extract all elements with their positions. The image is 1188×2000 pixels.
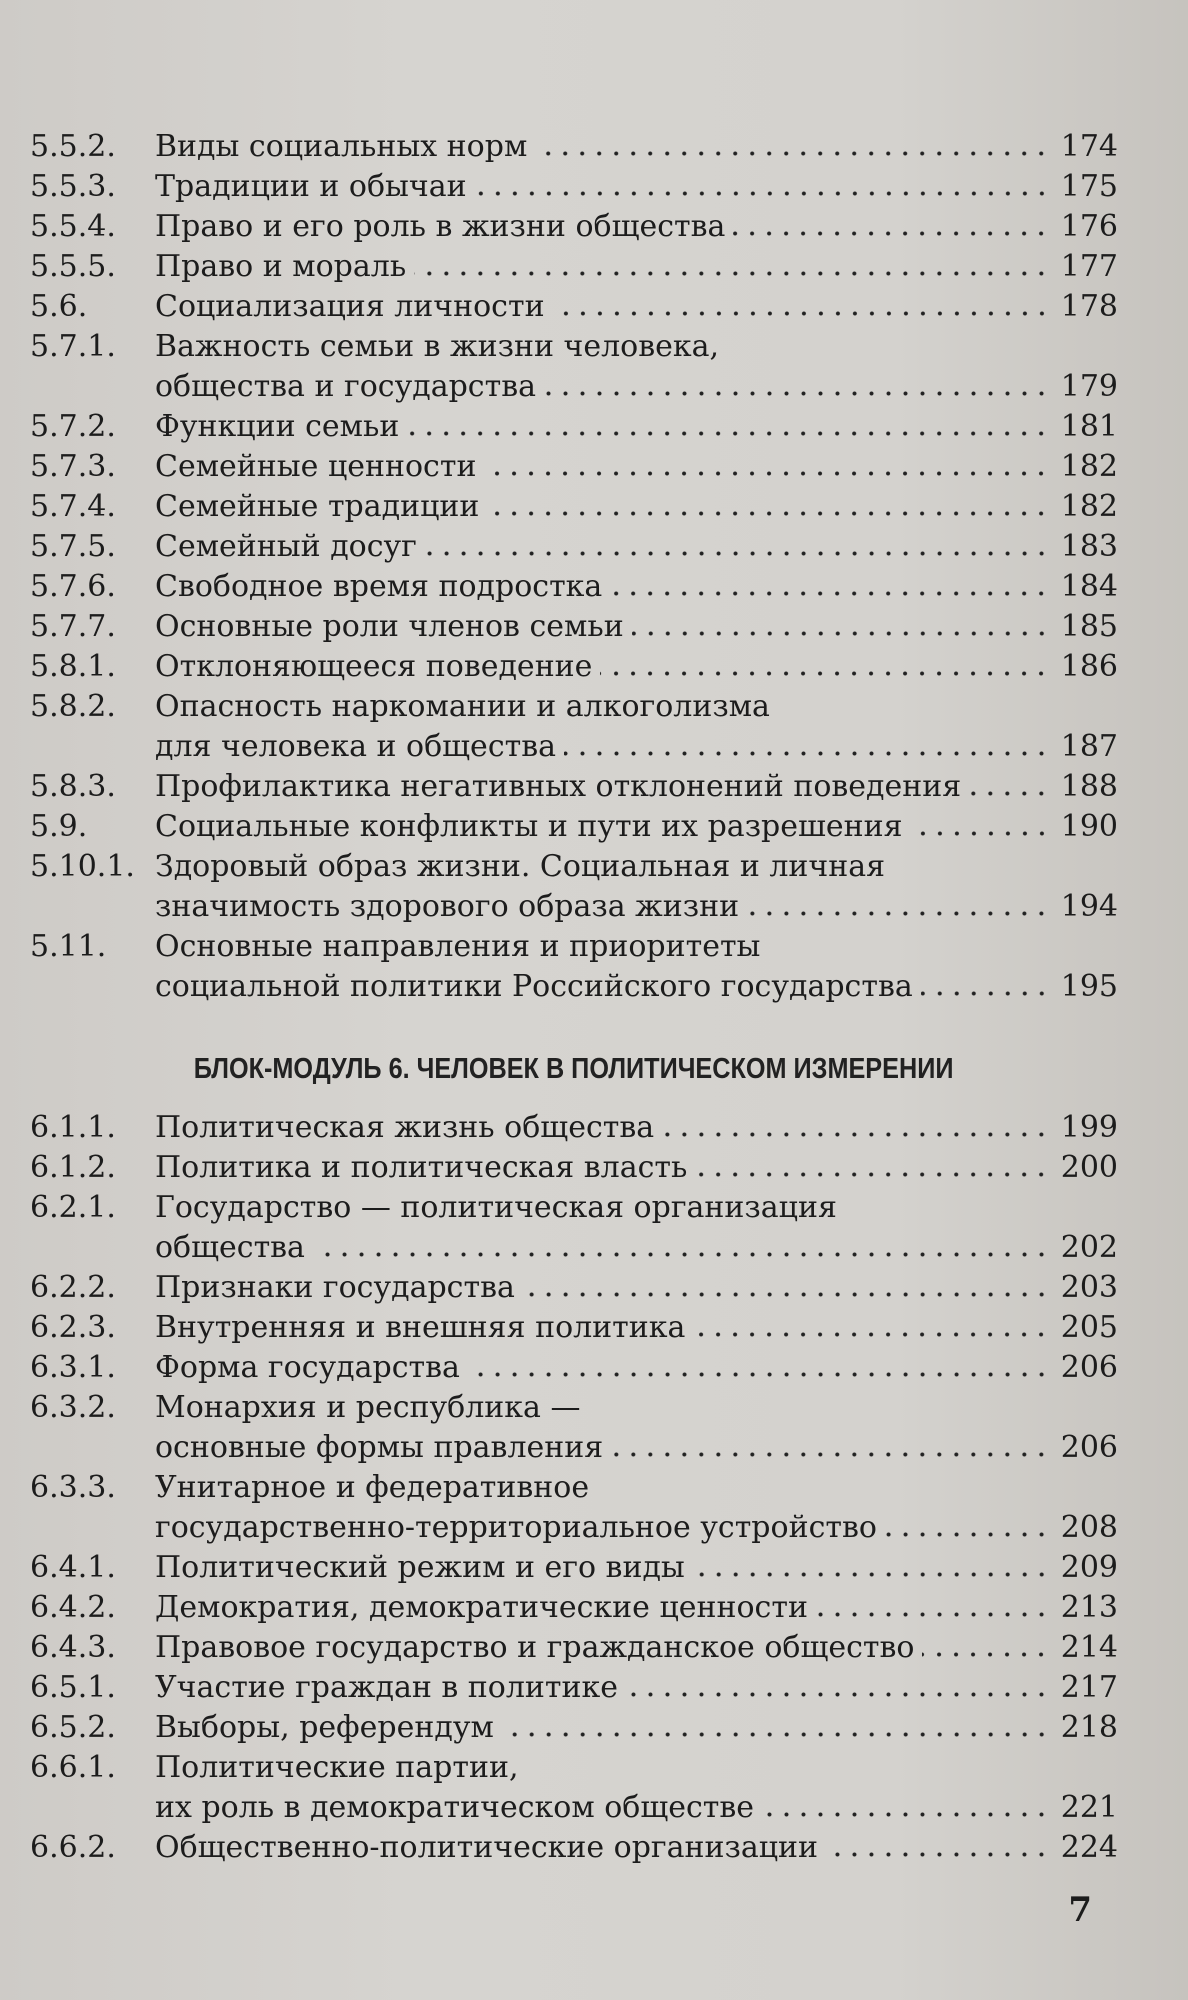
toc-entry xyxy=(30,1268,1118,1308)
entry-title: Важность семьи в жизни человека, xyxy=(155,329,720,364)
toc-entry xyxy=(30,1588,1118,1628)
entry-number: 6.2.3. xyxy=(30,1310,116,1345)
entry-page-number: 178 xyxy=(1060,289,1118,324)
entry-number: 5.5.3. xyxy=(30,169,116,204)
toc-line xyxy=(30,1308,1118,1348)
entry-title: Признаки государства xyxy=(155,1270,515,1305)
dot-leader xyxy=(468,1372,1050,1377)
block-heading xyxy=(30,1049,1118,1089)
toc-line xyxy=(30,1188,1118,1228)
toc-entry xyxy=(30,247,1118,287)
entry-title: общества и государства xyxy=(155,369,536,404)
toc-line xyxy=(30,607,1118,647)
entry-number: 6.4.2. xyxy=(30,1590,116,1625)
toc-line xyxy=(30,1228,1118,1268)
entry-title: социальной политики Российского государства xyxy=(155,969,913,1004)
dot-leader xyxy=(826,1852,1050,1857)
toc-line xyxy=(30,1148,1118,1188)
toc-line xyxy=(30,807,1118,847)
entry-number: 6.6.1. xyxy=(30,1750,116,1785)
entry-page-number: 202 xyxy=(1060,1230,1118,1265)
entry-title: Основные направления и приоритеты xyxy=(155,929,761,964)
toc-entry xyxy=(30,847,1118,927)
entry-number: 6.3.3. xyxy=(30,1470,116,1505)
entry-page-number: 188 xyxy=(1060,769,1118,804)
entry-page-number: 195 xyxy=(1060,969,1118,1004)
entry-page-number: 200 xyxy=(1060,1150,1118,1185)
entry-title: основные формы правления xyxy=(155,1430,604,1465)
toc-line xyxy=(30,447,1118,487)
toc-entry xyxy=(30,1388,1118,1468)
toc-entry xyxy=(30,1548,1118,1588)
entry-page-number: 175 xyxy=(1060,169,1118,204)
entry-title: Семейные ценности xyxy=(155,449,477,484)
toc-line xyxy=(30,527,1118,567)
toc-entry xyxy=(30,167,1118,207)
entry-page-number: 186 xyxy=(1060,649,1118,684)
toc-entry xyxy=(30,607,1118,647)
entry-number: 5.7.6. xyxy=(30,569,116,604)
toc-entry xyxy=(30,1148,1118,1188)
dot-leader xyxy=(921,991,1050,996)
toc-line xyxy=(30,1628,1118,1668)
entry-title: Правовое государство и гражданское общество xyxy=(155,1630,915,1665)
entry-number: 6.1.2. xyxy=(30,1150,116,1185)
entry-number: 5.8.3. xyxy=(30,769,116,804)
entry-page-number: 182 xyxy=(1060,489,1118,524)
toc-entry xyxy=(30,527,1118,567)
entry-number: 6.4.1. xyxy=(30,1550,116,1585)
dot-leader xyxy=(885,1532,1050,1537)
entry-page-number: 177 xyxy=(1060,249,1118,284)
entry-title: Право и его роль в жизни общества xyxy=(155,209,726,244)
entry-page-number: 190 xyxy=(1060,809,1118,844)
dot-leader xyxy=(922,1652,1050,1657)
entry-title: общества xyxy=(155,1230,305,1265)
toc-line xyxy=(30,647,1118,687)
entry-title: Унитарное и федеративное xyxy=(155,1470,590,1505)
entry-number: 5.8.1. xyxy=(30,649,116,684)
entry-number: 5.10.1. xyxy=(30,849,135,884)
dot-leader xyxy=(969,791,1050,796)
entry-title: Право и мораль xyxy=(155,249,407,284)
entry-page-number: 176 xyxy=(1060,209,1118,244)
entry-title: Участие граждан в политике xyxy=(155,1670,619,1705)
toc-entry xyxy=(30,647,1118,687)
dot-leader xyxy=(523,1292,1050,1297)
toc-entry xyxy=(30,1708,1118,1748)
toc-entry xyxy=(30,447,1118,487)
dot-leader xyxy=(693,1332,1050,1337)
toc-line xyxy=(30,1468,1118,1508)
entry-number: 5.7.2. xyxy=(30,409,116,444)
toc-entry xyxy=(30,327,1118,407)
dot-leader xyxy=(695,1172,1050,1177)
dot-leader xyxy=(733,231,1050,236)
dot-leader xyxy=(911,831,1050,836)
entry-title: Семейный досуг xyxy=(155,529,417,564)
entry-page-number: 217 xyxy=(1060,1670,1118,1705)
entry-number: 5.5.4. xyxy=(30,209,116,244)
entry-page-number: 214 xyxy=(1060,1630,1118,1665)
entry-page-number: 208 xyxy=(1060,1510,1118,1545)
entry-page-number: 187 xyxy=(1060,729,1118,764)
entry-page-number: 199 xyxy=(1060,1110,1118,1145)
entry-title: Внутренняя и внешняя политика xyxy=(155,1310,686,1345)
entry-number: 5.5.5. xyxy=(30,249,116,284)
toc-line xyxy=(30,687,1118,727)
entry-title: Монархия и республика — xyxy=(155,1390,581,1425)
entry-title: государственно-территориальное устройство xyxy=(155,1510,877,1545)
toc-section-block-5 xyxy=(30,127,1118,1007)
entry-page-number: 221 xyxy=(1060,1790,1118,1825)
dot-leader xyxy=(662,1132,1050,1137)
entry-page-number: 224 xyxy=(1060,1830,1118,1865)
toc-entry xyxy=(30,487,1118,527)
entry-title: Форма государства xyxy=(155,1350,460,1385)
toc-line xyxy=(30,407,1118,447)
entry-title: их роль в демократическом обществе xyxy=(155,1790,755,1825)
entry-number: 5.7.5. xyxy=(30,529,116,564)
toc-entry xyxy=(30,687,1118,767)
dot-leader xyxy=(475,191,1050,196)
entry-title: Свободное время подростка xyxy=(155,569,603,604)
entry-number: 6.3.2. xyxy=(30,1390,116,1425)
toc-entry xyxy=(30,127,1118,167)
toc-line xyxy=(30,1508,1118,1548)
toc-line xyxy=(30,847,1118,887)
entry-title: Общественно-политические организации xyxy=(155,1830,819,1865)
toc-line xyxy=(30,887,1118,927)
toc-entry xyxy=(30,1348,1118,1388)
toc-entry xyxy=(30,1468,1118,1548)
entry-page-number: 194 xyxy=(1060,889,1118,924)
toc-line xyxy=(30,367,1118,407)
dot-leader xyxy=(487,511,1050,516)
entry-number: 5.7.4. xyxy=(30,489,116,524)
toc-line xyxy=(30,1828,1118,1868)
toc-line xyxy=(30,327,1118,367)
toc-line xyxy=(30,1588,1118,1628)
toc-line xyxy=(30,1108,1118,1148)
dot-leader xyxy=(425,551,1050,556)
toc-line xyxy=(30,287,1118,327)
dot-leader xyxy=(564,751,1050,756)
dot-leader xyxy=(544,391,1050,396)
entry-page-number: 206 xyxy=(1060,1350,1118,1385)
entry-title: Государство — политическая организация xyxy=(155,1190,837,1225)
entry-page-number: 184 xyxy=(1060,569,1118,604)
entry-page-number: 185 xyxy=(1060,609,1118,644)
toc-entry xyxy=(30,1668,1118,1708)
entry-number: 6.2.1. xyxy=(30,1190,116,1225)
entry-title: Демократия, демократические ценности xyxy=(155,1590,808,1625)
entry-title: Опасность наркомании и алкоголизма xyxy=(155,689,770,724)
toc-entry xyxy=(30,767,1118,807)
entry-number: 5.9. xyxy=(30,809,88,844)
entry-title: Отклоняющееся поведение xyxy=(155,649,593,684)
entry-page-number: 203 xyxy=(1060,1270,1118,1305)
toc-entry xyxy=(30,927,1118,1007)
entry-title: Профилактика негативных отклонений поведения xyxy=(155,769,962,804)
entry-title: Здоровый образ жизни. Социальная и личная xyxy=(155,849,886,884)
toc-line xyxy=(30,127,1118,167)
entry-title: Выборы, референдум xyxy=(155,1710,494,1745)
entry-number: 5.11. xyxy=(30,929,107,964)
entry-page-number: 209 xyxy=(1060,1550,1118,1585)
entry-title: Политический режим и его виды xyxy=(155,1550,685,1585)
entry-page-number: 179 xyxy=(1060,369,1118,404)
toc-line xyxy=(30,727,1118,767)
entry-number: 5.7.1. xyxy=(30,329,116,364)
toc-entry xyxy=(30,207,1118,247)
toc-entry xyxy=(30,1748,1118,1828)
entry-number: 5.7.7. xyxy=(30,609,116,644)
entry-number: 5.5.2. xyxy=(30,129,116,164)
toc-section-block-6 xyxy=(30,1108,1118,1868)
entry-number: 5.6. xyxy=(30,289,88,324)
toc-line xyxy=(30,567,1118,607)
entry-title: Политические партии, xyxy=(155,1750,519,1785)
toc-line xyxy=(30,1548,1118,1588)
toc-line xyxy=(30,1268,1118,1308)
dot-leader xyxy=(626,1692,1050,1697)
dot-leader xyxy=(693,1572,1050,1577)
toc-line xyxy=(30,1388,1118,1428)
toc-entry xyxy=(30,1628,1118,1668)
page-number: 7 xyxy=(1068,1890,1092,1930)
entry-number: 6.3.1. xyxy=(30,1350,116,1385)
entry-title: Основные роли членов семьи xyxy=(155,609,624,644)
toc-line xyxy=(30,1428,1118,1468)
toc-line xyxy=(30,1748,1118,1788)
toc-entry xyxy=(30,1108,1118,1148)
toc-entry xyxy=(30,567,1118,607)
entry-number: 6.1.1. xyxy=(30,1110,116,1145)
dot-leader xyxy=(747,911,1050,916)
entry-title: Функции семьи xyxy=(155,409,400,444)
entry-title: Виды социальных норм xyxy=(155,129,528,164)
dot-leader xyxy=(484,471,1050,476)
entry-title: Традиции и обычаи xyxy=(155,169,467,204)
entry-page-number: 182 xyxy=(1060,449,1118,484)
toc-line xyxy=(30,927,1118,967)
toc-entry xyxy=(30,1828,1118,1868)
toc-entry xyxy=(30,1188,1118,1268)
entry-number: 6.5.2. xyxy=(30,1710,116,1745)
block-heading-text: БЛОК-МОДУЛЬ 6. ЧЕЛОВЕК В ПОЛИТИЧЕСКОМ ИЗМЕРЕНИИ xyxy=(194,1053,954,1085)
toc-line xyxy=(30,487,1118,527)
toc-line xyxy=(30,1708,1118,1748)
entry-page-number: 174 xyxy=(1060,129,1118,164)
entry-page-number: 206 xyxy=(1060,1430,1118,1465)
toc-line xyxy=(30,767,1118,807)
entry-page-number: 183 xyxy=(1060,529,1118,564)
toc-line xyxy=(30,167,1118,207)
entry-title: для человека и общества xyxy=(155,729,556,764)
entry-page-number: 218 xyxy=(1060,1710,1118,1745)
dot-leader xyxy=(611,1452,1050,1457)
toc-line xyxy=(30,1348,1118,1388)
entry-title: значимость здорового образа жизни xyxy=(155,889,740,924)
entry-title: Политическая жизнь общества xyxy=(155,1110,655,1145)
dot-leader xyxy=(610,591,1050,596)
entry-title: Социализация личности xyxy=(155,289,545,324)
entry-number: 6.5.1. xyxy=(30,1670,116,1705)
dot-leader xyxy=(502,1732,1050,1737)
dot-leader xyxy=(762,1812,1050,1817)
entry-number: 5.7.3. xyxy=(30,449,116,484)
toc-entry xyxy=(30,407,1118,447)
toc-line xyxy=(30,967,1118,1007)
entry-title: Политика и политическая власть xyxy=(155,1150,688,1185)
entry-title: Семейные традиции xyxy=(155,489,480,524)
dot-leader xyxy=(632,631,1050,636)
dot-leader xyxy=(407,431,1050,436)
entry-number: 6.6.2. xyxy=(30,1830,116,1865)
entry-number: 6.2.2. xyxy=(30,1270,116,1305)
toc-entry xyxy=(30,1308,1118,1348)
toc-entry xyxy=(30,287,1118,327)
entry-page-number: 213 xyxy=(1060,1590,1118,1625)
entry-page-number: 205 xyxy=(1060,1310,1118,1345)
dot-leader xyxy=(553,311,1050,316)
dot-leader xyxy=(535,151,1050,156)
dot-leader xyxy=(600,671,1050,676)
toc-line xyxy=(30,1788,1118,1828)
entry-page-number: 181 xyxy=(1060,409,1118,444)
entry-number: 6.4.3. xyxy=(30,1630,116,1665)
entry-title: Социальные конфликты и пути их разрешения xyxy=(155,809,903,844)
dot-leader xyxy=(816,1612,1050,1617)
toc-line xyxy=(30,207,1118,247)
toc-line xyxy=(30,247,1118,287)
entry-number: 5.8.2. xyxy=(30,689,116,724)
dot-leader xyxy=(313,1252,1050,1257)
toc-line xyxy=(30,1668,1118,1708)
toc-entry xyxy=(30,807,1118,847)
dot-leader xyxy=(414,271,1050,276)
